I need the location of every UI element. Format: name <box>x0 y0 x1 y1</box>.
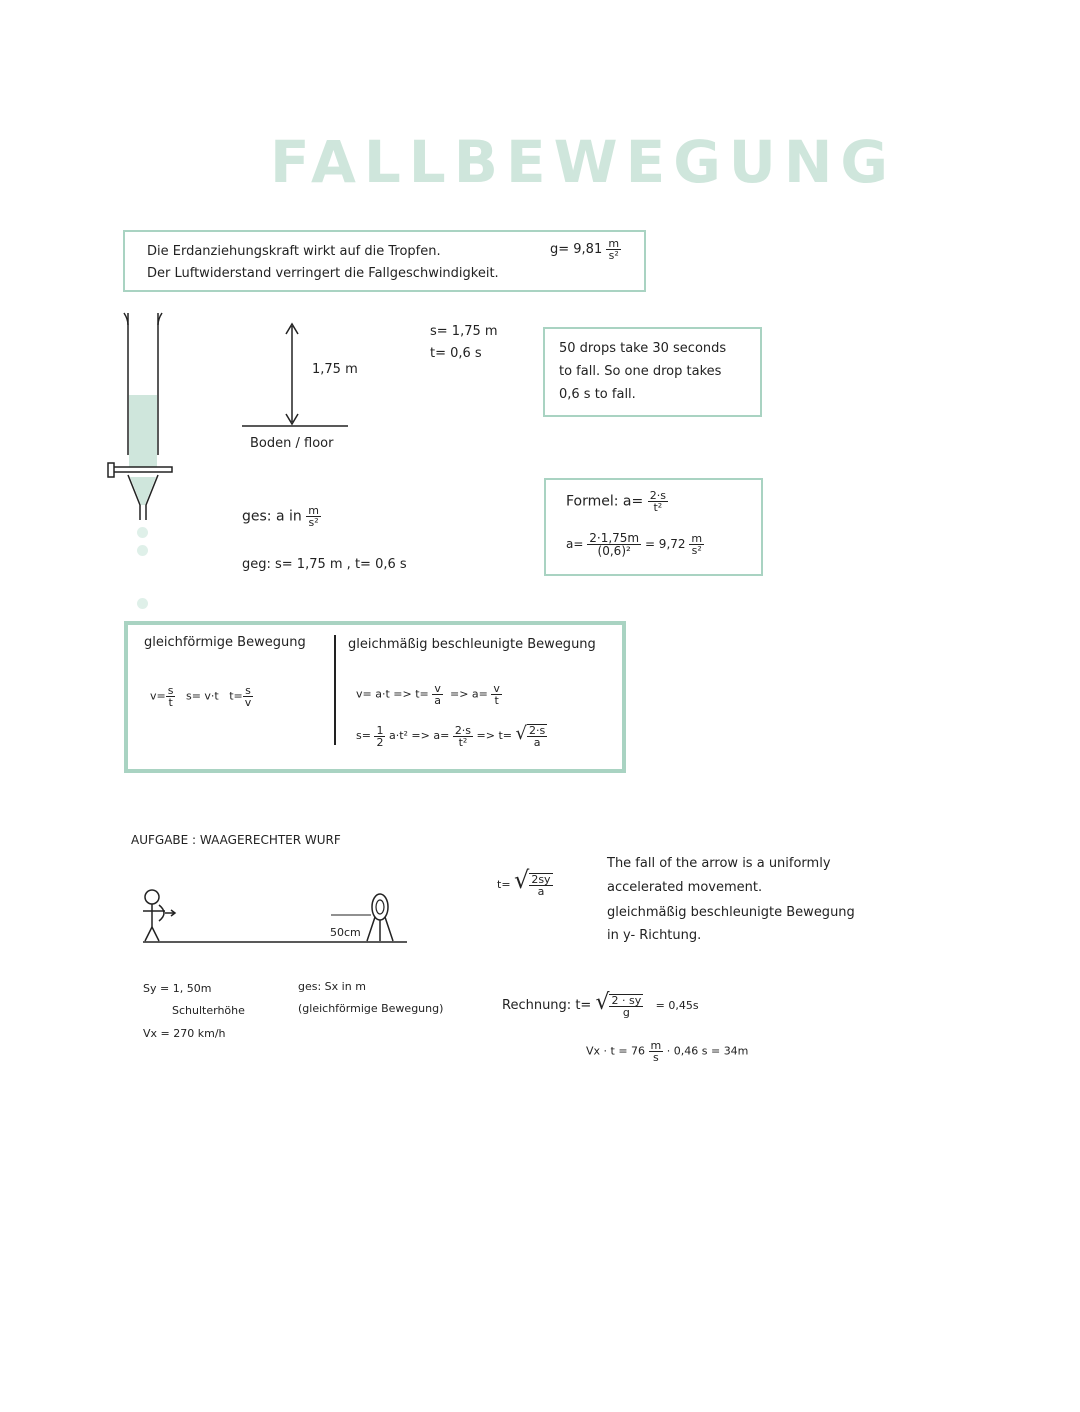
task-heading: AUFGABE : WAAGERECHTER WURF <box>131 833 341 847</box>
accelerated-motion-title: gleichmäßig beschleunigte Bewegung <box>348 637 596 652</box>
drops-note-box <box>543 327 762 417</box>
task-ges: ges: Sx in m <box>298 980 366 993</box>
task-note-1: The fall of the arrow is a uniformly <box>607 856 831 871</box>
t-value: t= 0,6 s <box>430 346 482 361</box>
floor-label: Boden / floor <box>250 436 334 451</box>
s-value: s= 1,75 m <box>430 324 498 339</box>
water-drop <box>137 527 148 538</box>
task-ges-note: (gleichförmige Bewegung) <box>298 1002 444 1015</box>
task-note-4: in y- Richtung. <box>607 928 702 943</box>
ges-label: ges: a in $\frac{m}{\text{s²}}$ <box>242 504 319 529</box>
sy-value: Sy = 1, 50m <box>143 982 212 995</box>
drops-note-line-1: 50 drops take 30 seconds <box>559 341 727 356</box>
calculation-line: Rechnung: t= √ $\frac{2 \cdot sy}{g}$ = 0,45s <box>502 990 699 1019</box>
formula-box <box>544 478 763 576</box>
water-drop <box>137 545 148 556</box>
drops-note-line-2: to fall. So one drop takes <box>559 364 722 379</box>
vx-value: Vx = 270 km/h <box>143 1027 226 1040</box>
intro-line-2: Der Luftwiderstand verringert die Fallgeschwindigkeit. <box>147 266 499 281</box>
intro-box <box>123 230 646 292</box>
drops-note-line-3: 0,6 s to fall. <box>559 387 636 402</box>
task-note-3: gleichmäßig beschleunigte Bewegung <box>607 905 855 920</box>
geg-label: geg: s= 1,75 m , t= 0,6 s <box>242 557 407 572</box>
motion-comparison-box <box>124 621 626 773</box>
archer-target-illustration <box>135 885 415 955</box>
uniform-motion-title: gleichförmige Bewegung <box>144 635 306 650</box>
target-distance-label: 50cm <box>330 926 361 939</box>
gravity-value: g= 9,81 $\frac{m}{\text{s²}}$ <box>550 237 620 262</box>
height-label: 1,75 m <box>312 362 358 377</box>
vx-calculation: Vx · t = 76 $\frac{m}{s}$ · 0,46 s = 34m <box>586 1039 749 1064</box>
burette-illustration <box>100 305 190 625</box>
page-title: FALLBEWEGUNG <box>270 128 897 196</box>
time-formula: t= √ $\frac{2sy}{a}$ <box>497 866 551 898</box>
task-note-2: accelerated movement. <box>607 880 763 895</box>
accelerated-formula-2: s= $\frac{1}{2}$ a·t² => a= $\frac{2\cdot s}{\text{t²}}$ => t= √ $\frac{2\cdot s}{a}$ <box>356 723 546 749</box>
formula-calculation: a= $\frac{2\cdot 1,75m}{\text{(0,6)²}}$ = 9,72 $\frac{m}{\text{s²}}$ <box>566 531 703 558</box>
accelerated-formula-1: v= a·t => t= $\frac{v}{a}$ => a= $\frac{v}{t}$ <box>356 682 500 707</box>
intro-line-1: Die Erdanziehungskraft wirkt auf die Tropfen. <box>147 244 441 259</box>
water-drop <box>137 598 148 609</box>
uniform-formulas: v= $\frac{s}{t}$ s= v·t t= $\frac{s}{v}$ <box>150 684 252 709</box>
sy-note: Schulterhöhe <box>172 1004 245 1017</box>
divider <box>334 635 336 745</box>
formula-line: Formel: a= $\frac{2\cdot s}{\text{t²}}$ <box>566 489 666 514</box>
